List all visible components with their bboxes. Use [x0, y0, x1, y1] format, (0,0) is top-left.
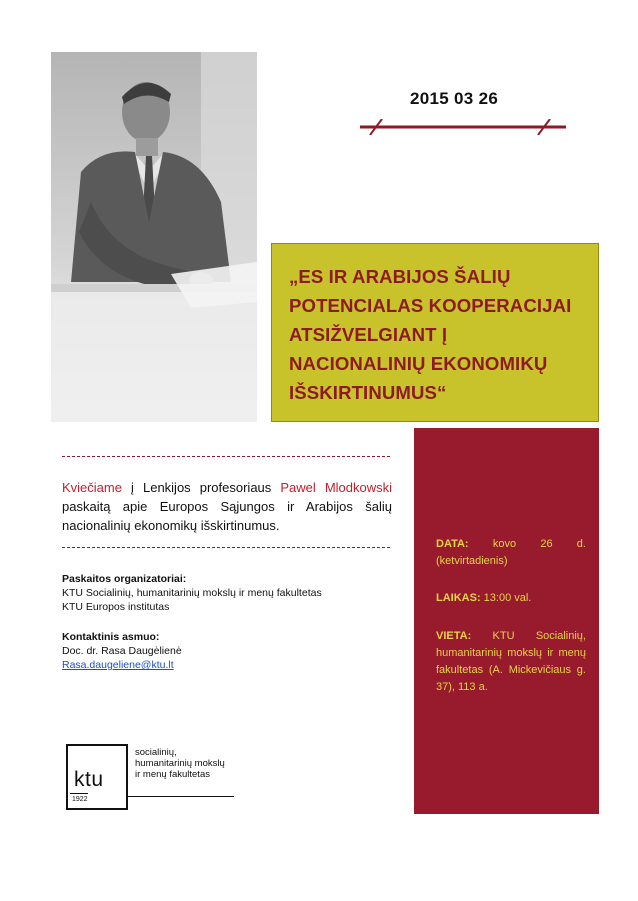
time-value: 13:00 val. — [480, 592, 532, 604]
dashed-divider-top — [62, 456, 390, 458]
invitation-text — [62, 478, 392, 535]
faculty-line: socialinių, — [135, 747, 177, 758]
invite-part2: paskaitą apie Europos Sąjungos ir Arabijos šalių nacionalinių ekonomikų išskirtinumus. — [62, 499, 392, 533]
dashed-divider-bottom — [62, 547, 390, 549]
title-line: ATSIŽVELGIANT Į — [289, 324, 448, 345]
professor-name: Pawel Mlodkowski — [280, 480, 392, 495]
faculty-line: humanitarinių mokslų — [135, 758, 225, 769]
contact-email-link[interactable]: Rasa.daugeliene@ktu.lt — [62, 659, 174, 671]
contact-section — [62, 630, 182, 672]
title-line: IŠSKIRTINUMUS“ — [289, 382, 447, 403]
faculty-line: ir menų fakultetas — [135, 769, 210, 780]
logo-year: 1922 — [72, 796, 88, 803]
logo-year-rule — [70, 793, 88, 794]
contact-name: Doc. dr. Rasa Daugėlienė — [62, 645, 182, 657]
logo-mark: ktu — [74, 768, 104, 791]
contact-heading: Kontaktinis asmuo: — [62, 631, 160, 643]
organizers-section — [62, 572, 322, 614]
place-value: KTU Socialinių, humanitarinių mokslų ir menų fakultetas (A. Mickevičiaus g. 37), 113 a. — [436, 630, 586, 693]
place-label: VIETA: — [436, 630, 472, 642]
time-detail — [436, 590, 586, 607]
date-divider — [360, 119, 566, 135]
invite-lead: Kviečiame — [62, 480, 122, 495]
event-date: 2015 03 26 — [410, 89, 499, 108]
faculty-name — [135, 747, 225, 780]
ktu-logo — [66, 744, 128, 810]
title-line: POTENCIALAS KOOPERACIJAI — [289, 295, 572, 316]
date-detail — [436, 536, 586, 570]
presenter-illustration — [51, 52, 257, 422]
time-label: LAIKAS: — [436, 592, 481, 604]
organizers-heading: Paskaitos organizatoriai: — [62, 573, 187, 585]
place-detail — [436, 628, 586, 696]
lecture-title-box — [271, 243, 599, 422]
organizer-item: KTU Europos institutas — [62, 601, 170, 613]
title-line: NACIONALINIŲ EKONOMIKŲ — [289, 353, 548, 374]
organizer-item: KTU Socialinių, humanitarinių mokslų ir menų fakultetas — [62, 587, 322, 599]
date-label: DATA: — [436, 538, 469, 550]
invite-part1: į Lenkijos profesoriaus — [121, 480, 281, 495]
title-line: „ES IR ARABIJOS ŠALIŲ — [289, 266, 511, 287]
date-value: kovo 26 d. (ketvirtadienis) — [436, 538, 586, 567]
presenter-photo — [51, 52, 257, 422]
details-panel — [414, 428, 599, 814]
logo-underline — [128, 796, 234, 797]
lecture-title — [289, 262, 595, 407]
